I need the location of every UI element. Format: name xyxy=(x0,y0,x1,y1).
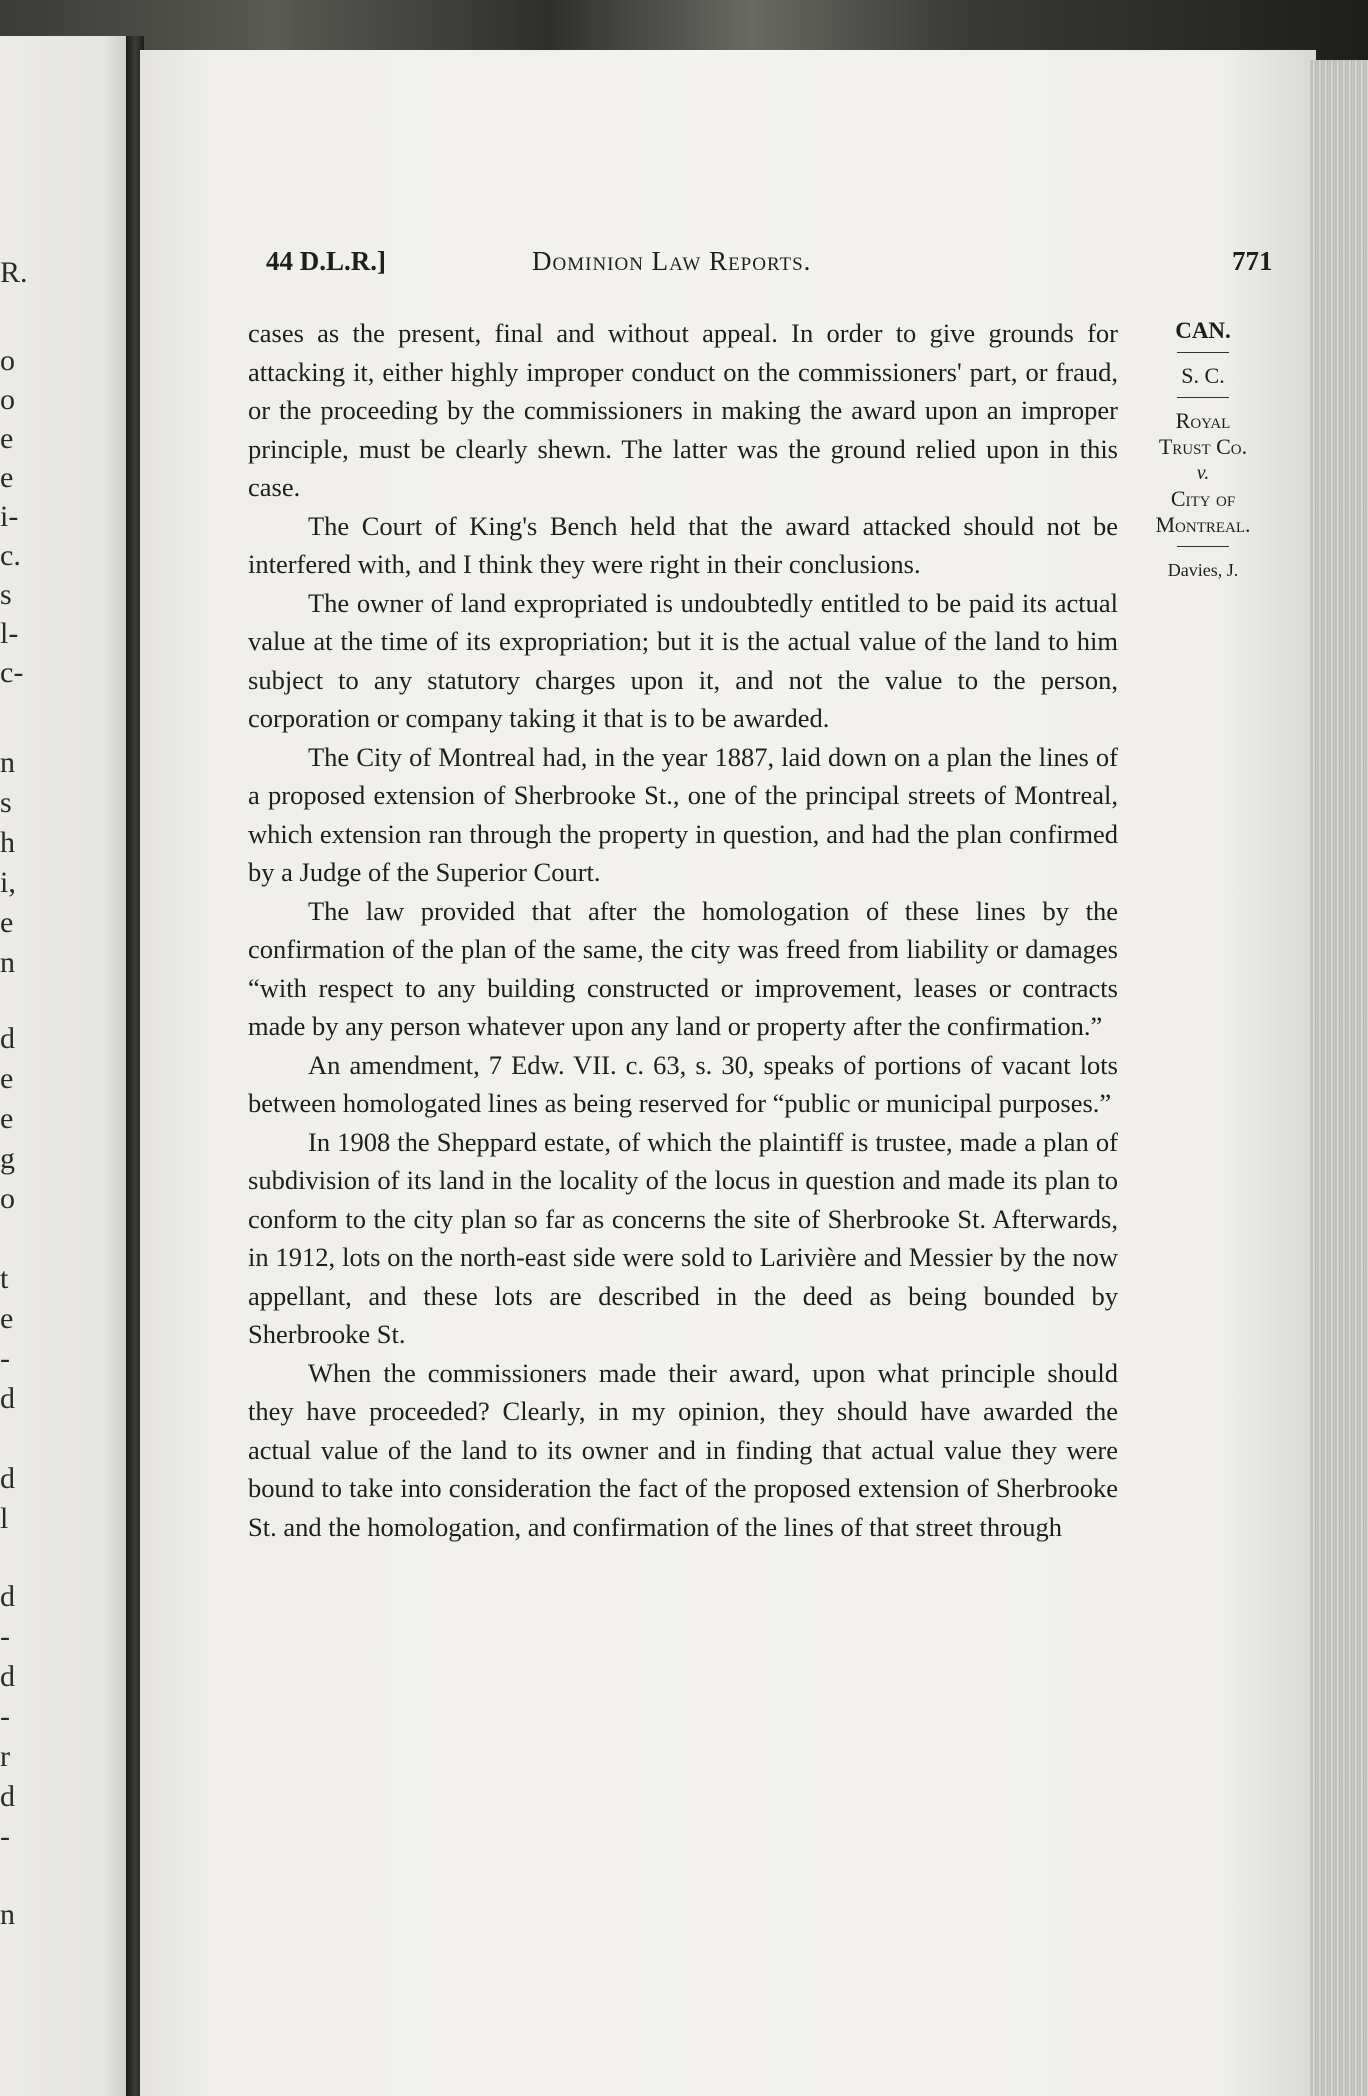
paragraph: The Court of King's Bench held that the award attacked should not be interfered with, and I think they were right in their conclusions. xyxy=(248,510,1118,579)
divider xyxy=(1177,397,1229,398)
left-fragment: e xyxy=(0,1062,14,1095)
versus: v. xyxy=(1196,462,1210,484)
left-fragment: n xyxy=(0,746,15,779)
left-fragment: i, xyxy=(0,866,16,899)
left-fragment: d xyxy=(0,1580,15,1613)
left-fragment: d xyxy=(0,1462,15,1495)
left-fragment: s xyxy=(0,786,12,819)
left-fragment: e xyxy=(0,906,14,939)
left-fragment: d xyxy=(0,1022,15,1055)
paragraph: The owner of land expropriated is undoubtedly entitled to be paid its actual value at the time of its expropriation; but it is the actual value of the land to him subject to any statutory charges upon it, and not the value to the person, corporation or company taking it that is to be awarded. xyxy=(248,587,1118,733)
left-fragment: l xyxy=(0,1502,9,1535)
left-fragment: o xyxy=(0,1182,15,1215)
page-number: 771 xyxy=(1232,246,1273,276)
left-fragment: n xyxy=(0,1898,15,1931)
left-fragment: d xyxy=(0,1382,15,1415)
party-one-line-2: Trust Co. xyxy=(1158,434,1248,459)
left-fragment: h xyxy=(0,826,15,859)
paragraph: cases as the present, final and without appeal. In order to give grounds for attacking it, either highly improper conduct on the commissioners' part, or fraud, or the proceeding by the commissioners in making the award upon an improper principle, must be clearly shewn. The latter was the ground relied upon in this case. xyxy=(248,318,1118,502)
left-fragment: t xyxy=(0,1262,9,1295)
body-text xyxy=(248,314,1118,1546)
divider xyxy=(1177,546,1229,547)
paragraph: In 1908 the Sheppard estate, of which the plaintiff is trustee, made a plan of subdivision of its land in the locality of the locus in question and made its plan to conform to the city plan so far as concerns the site of Sherbrooke St. Afterwards, in 1912, lots on the north-east side were sold to Larivière and Messier by the now appellant, and these lots are described in the deed as being bounded by Sherbrooke St. xyxy=(248,1126,1118,1349)
volume-reference: 44 D.L.R.] xyxy=(266,246,386,276)
left-fragment: n xyxy=(0,946,15,979)
left-fragment: r xyxy=(0,1740,10,1773)
party-two-line-2: Montreal. xyxy=(1155,512,1251,537)
left-fragment: d xyxy=(0,1660,15,1693)
left-fragment: - xyxy=(0,1700,10,1733)
divider xyxy=(1177,352,1229,353)
party-two-line-1: City of xyxy=(1170,486,1236,511)
left-fragment: e xyxy=(0,422,14,455)
left-fragment: - xyxy=(0,1342,10,1375)
left-fragment: - xyxy=(0,1820,10,1853)
left-fragment: c. xyxy=(0,539,21,572)
court: S. C. xyxy=(1181,363,1225,388)
left-fragment: i- xyxy=(0,500,19,533)
page-edges xyxy=(1310,60,1368,2096)
paragraph: When the commissioners made their award, upon what principle should they have proceeded? Clearly, in my opinion, they should have awarded the actual value of the land to its owner and in finding that actual value they were bound to take into consideration the fact of the proposed extension of Sherbrooke St. and the homologation, and confirmation of the lines of that street through xyxy=(248,1357,1118,1542)
party-one-line-1: Royal xyxy=(1175,408,1231,433)
judge: Davies, J. xyxy=(1167,560,1239,580)
left-fragment: d xyxy=(0,1780,15,1813)
left-fragment: o xyxy=(0,383,15,416)
left-fragment: e xyxy=(0,1302,14,1335)
case-sidenote xyxy=(1128,318,1278,583)
paragraph: The law provided that after the homologation of these lines by the confirmation of the plan of the same, the city was freed from liability or damages “with respect to any building constructed or improvement, leases or contracts made by any person whatever upon any land or property after the confirmation.” xyxy=(248,895,1118,1041)
left-fragment: c- xyxy=(0,656,24,689)
left-fragment: - xyxy=(0,1620,10,1653)
paragraph: An amendment, 7 Edw. VII. c. 63, s. 30, speaks of portions of vacant lots between homologated lines as being reserved for “public or municipal purposes.” xyxy=(248,1049,1118,1118)
paragraph: The City of Montreal had, in the year 1887, laid down on a plan the lines of a proposed extension of Sherbrooke St., one of the principal streets of Montreal, which extension ran through the property in question, and had the plan confirmed by a Judge of the Superior Court. xyxy=(248,741,1118,887)
left-fragment: e xyxy=(0,1102,14,1135)
left-fragment: e xyxy=(0,461,14,494)
left-fragment: R. xyxy=(0,256,28,289)
left-page-sliver xyxy=(0,36,128,2096)
left-fragment: o xyxy=(0,344,15,377)
left-fragment: g xyxy=(0,1142,15,1175)
jurisdiction: CAN. xyxy=(1175,318,1231,343)
running-title: Dominion Law Reports. xyxy=(532,246,812,276)
left-fragment: s xyxy=(0,578,12,611)
left-fragment: l- xyxy=(0,617,19,650)
